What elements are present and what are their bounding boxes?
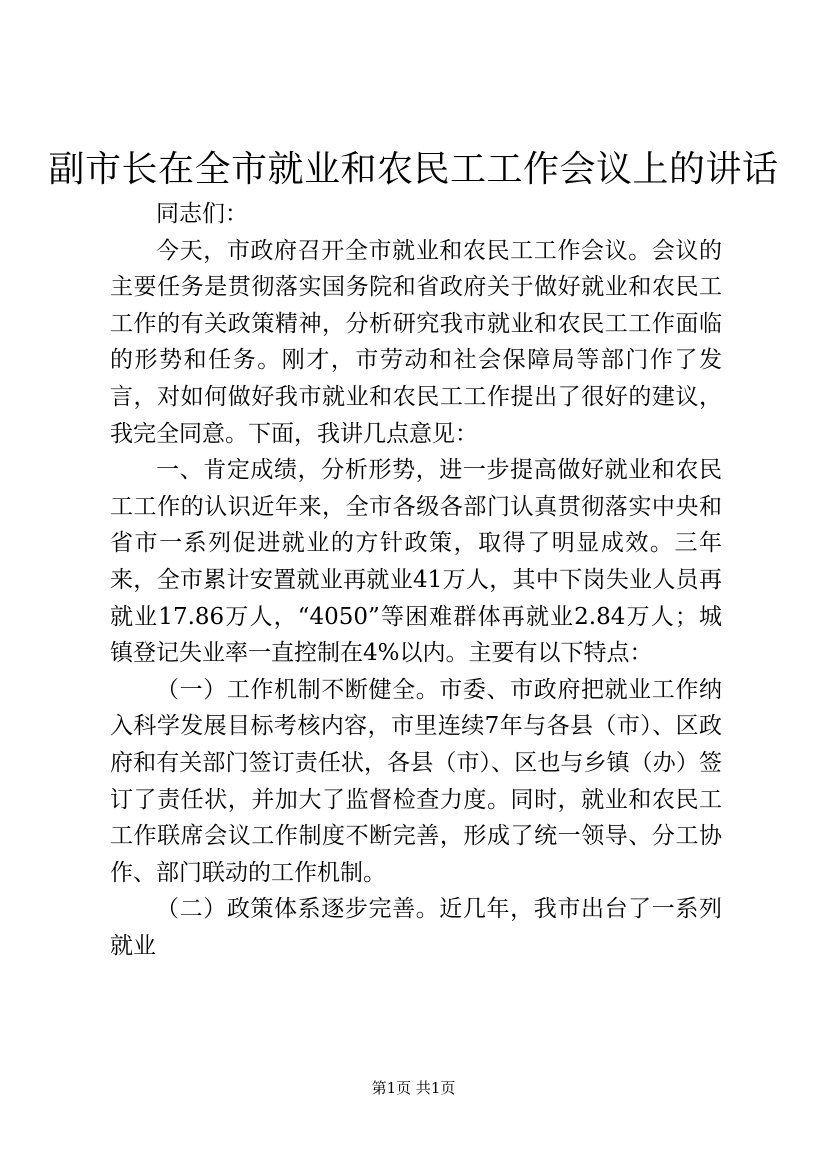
page-number-label: 第1页 共1页 <box>371 1079 456 1097</box>
subsection-two-paragraph: （二）政策体系逐步完善。近几年，我市出台了一系列就业 <box>110 896 722 959</box>
salutation-paragraph: 同志们： <box>156 201 248 227</box>
section-one-paragraph: 一、肯定成绩，分析形势，进一步提高做好就业和农民工工作的认识近年来，全市各级各部门认真贯彻落实中央和省市一系列促进就业的方针政策，取得了明显成效。三年来，全市累计安置就业再就业41万人，其中下岗失业人员再就业17.86万人，“4050”等困难群体再就业2.84万人；城镇登记失业率一直控制在4%以内。主要有以下特点： <box>110 457 722 667</box>
subsection-one-paragraph: （一）工作机制不断健全。市委、市政府把就业工作纳入科学发展目标考核内容，市里连续7年与各县（市）、区政府和有关部门签订责任状，各县（市）、区也与乡镇（办）签订了责任状，并加大了监督检查力度。同时，就业和农民工工作联席会议工作制度不断完善，形成了统一领导、分工协作、部门联动的工作机制。 <box>110 676 722 886</box>
intro-paragraph: 今天，市政府召开全市就业和农民工工作会议。会议的主要任务是贯彻落实国务院和省政府关于做好就业和农民工工作的有关政策精神，分析研究我市就业和农民工工作面临的形势和任务。刚才，市劳动和社会保障局等部门作了发言，对如何做好我市就业和农民工工作提出了很好的建议，我完全同意。下面，我讲几点意见： <box>110 237 722 447</box>
document-title: 副市长在全市就业和农民工工作会议上的讲话 <box>48 149 779 190</box>
document-body <box>110 196 722 964</box>
page-footer <box>0 1078 827 1098</box>
